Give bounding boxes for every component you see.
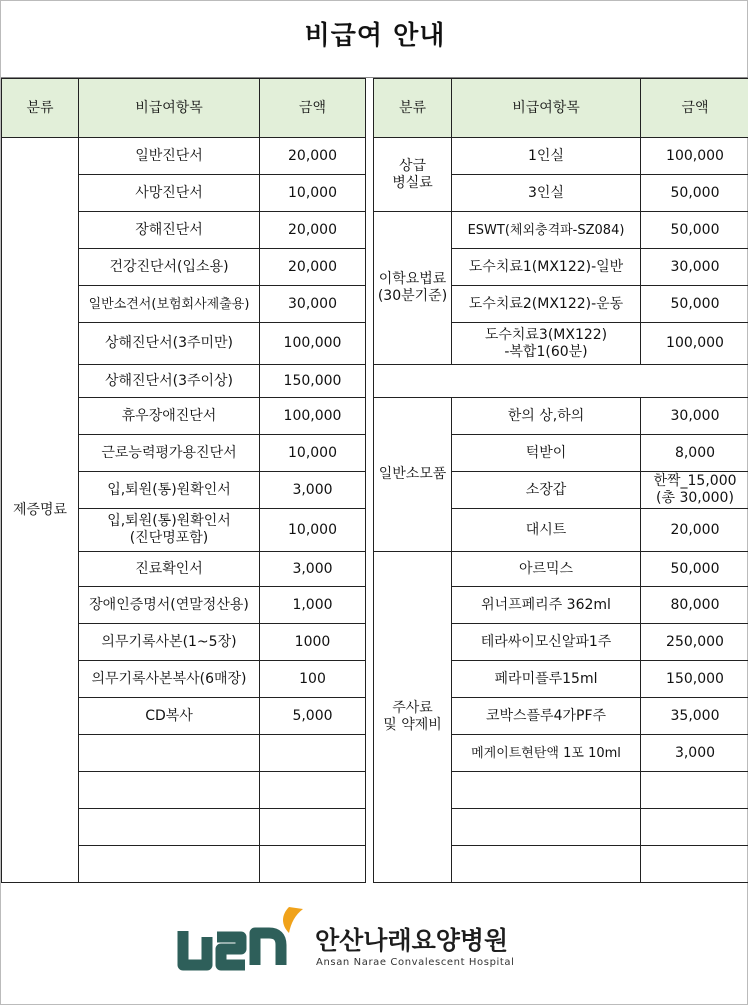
- price-cell: 100,000: [641, 138, 748, 175]
- table-row: [374, 552, 748, 587]
- item-cell: [79, 846, 260, 883]
- category-cell: 이학요법료 (30분기준): [374, 212, 452, 365]
- price-cell: 30,000: [641, 398, 748, 435]
- item-cell: 1인실: [452, 138, 641, 175]
- item-cell: [79, 772, 260, 809]
- category-cell: 상급 병실료: [374, 138, 452, 212]
- hospital-logo-mark: [177, 903, 309, 977]
- item-cell: [452, 809, 641, 846]
- hospital-name: 안산나래요양병원: [315, 921, 508, 957]
- price-cell: 50,000: [641, 212, 748, 249]
- item-cell: 소장갑: [452, 472, 641, 509]
- header-category: 분류: [374, 79, 452, 138]
- price-cell: 100: [260, 661, 366, 698]
- price-cell: [641, 809, 748, 846]
- price-cell: 50,000: [641, 552, 748, 587]
- item-cell: 건강진단서(입소용): [79, 249, 260, 286]
- price-cell: 10,000: [260, 509, 366, 552]
- item-cell: 테라싸이모신알파1주: [452, 624, 641, 661]
- item-cell: 입,퇴원(통)원확인서: [79, 472, 260, 509]
- price-cell: 1000: [260, 624, 366, 661]
- header-price: 금액: [260, 79, 366, 138]
- item-cell: 일반소견서(보험회사제출용): [79, 286, 260, 323]
- price-cell: 150,000: [641, 661, 748, 698]
- item-cell: 상해진단서(3주미만): [79, 323, 260, 365]
- item-cell: 입,퇴원(통)원확인서 (진단명포함): [79, 509, 260, 552]
- header-category: 분류: [2, 79, 79, 138]
- price-cell: 30,000: [641, 249, 748, 286]
- price-cell: 100,000: [260, 323, 366, 365]
- item-cell: 아르믹스: [452, 552, 641, 587]
- price-cell: 한짝_15,000 (총 30,000): [641, 472, 748, 509]
- header-price: 금액: [641, 79, 748, 138]
- price-cell: 3,000: [641, 735, 748, 772]
- price-cell: 3,000: [260, 472, 366, 509]
- price-cell: 80,000: [641, 587, 748, 624]
- right-price-table: [373, 78, 748, 883]
- item-cell: [452, 846, 641, 883]
- hospital-name-english: Ansan Narae Convalescent Hospital: [316, 957, 515, 968]
- item-cell: 페라미플루15ml: [452, 661, 641, 698]
- item-cell: 일반진단서: [79, 138, 260, 175]
- table-header-row: [2, 79, 366, 138]
- item-cell: 코박스플루4가PF주: [452, 698, 641, 735]
- price-cell: 20,000: [260, 249, 366, 286]
- table-row: [2, 138, 366, 175]
- price-cell: [641, 772, 748, 809]
- item-cell: [79, 809, 260, 846]
- item-cell: 진료확인서: [79, 552, 260, 587]
- category-cell: 일반소모품: [374, 398, 452, 552]
- price-cell: 100,000: [641, 323, 748, 365]
- category-cell: 주사료 및 약제비: [374, 552, 452, 883]
- price-cell: 3,000: [260, 552, 366, 587]
- price-cell: 20,000: [260, 212, 366, 249]
- item-cell: 3인실: [452, 175, 641, 212]
- item-cell: 휴우장애진단서: [79, 398, 260, 435]
- item-cell: 한의 상,하의: [452, 398, 641, 435]
- item-cell: 위너프페리주 362ml: [452, 587, 641, 624]
- page-title: 비급여 안내: [1, 15, 748, 52]
- item-cell: 도수치료3(MX122) -복합1(60분): [452, 323, 641, 365]
- price-cell: 35,000: [641, 698, 748, 735]
- table-row: [374, 138, 748, 175]
- price-cell: [260, 735, 366, 772]
- table-row: [374, 398, 748, 435]
- price-cell: 250,000: [641, 624, 748, 661]
- price-cell: 10,000: [260, 175, 366, 212]
- item-cell: CD복사: [79, 698, 260, 735]
- category-cell: 제증명료: [2, 138, 79, 883]
- price-cell: 50,000: [641, 175, 748, 212]
- price-cell: [260, 846, 366, 883]
- item-cell: 도수치료1(MX122)-일반: [452, 249, 641, 286]
- item-cell: 근로능력평가용진단서: [79, 435, 260, 472]
- item-cell: 메게이트현탄액 1포 10ml: [452, 735, 641, 772]
- item-cell: 상해진단서(3주이상): [79, 365, 260, 398]
- price-cell: 50,000: [641, 286, 748, 323]
- item-cell: [452, 772, 641, 809]
- item-cell: 장애인증명서(연말정산용): [79, 587, 260, 624]
- price-cell: 1,000: [260, 587, 366, 624]
- empty-row: [374, 365, 748, 398]
- item-cell: 도수치료2(MX122)-운동: [452, 286, 641, 323]
- price-cell: 8,000: [641, 435, 748, 472]
- table-row: [374, 212, 748, 249]
- header-item: 비급여항목: [79, 79, 260, 138]
- item-cell: 대시트: [452, 509, 641, 552]
- table-header-row: [374, 79, 748, 138]
- table-row: [374, 365, 748, 398]
- price-cell: [260, 772, 366, 809]
- price-cell: 5,000: [260, 698, 366, 735]
- price-cell: [260, 809, 366, 846]
- price-cell: 30,000: [260, 286, 366, 323]
- item-cell: 의무기록사본(1~5장): [79, 624, 260, 661]
- price-cell: [641, 846, 748, 883]
- item-cell: 사망진단서: [79, 175, 260, 212]
- item-cell: ESWT(체외충격파-SZ084): [452, 212, 641, 249]
- price-cell: 20,000: [260, 138, 366, 175]
- item-cell: 장해진단서: [79, 212, 260, 249]
- item-cell: [79, 735, 260, 772]
- header-item: 비급여항목: [452, 79, 641, 138]
- item-cell: 의무기록사본복사(6매장): [79, 661, 260, 698]
- price-cell: 10,000: [260, 435, 366, 472]
- price-cell: 150,000: [260, 365, 366, 398]
- left-price-table: [1, 78, 366, 883]
- price-cell: 20,000: [641, 509, 748, 552]
- item-cell: 턱받이: [452, 435, 641, 472]
- price-cell: 100,000: [260, 398, 366, 435]
